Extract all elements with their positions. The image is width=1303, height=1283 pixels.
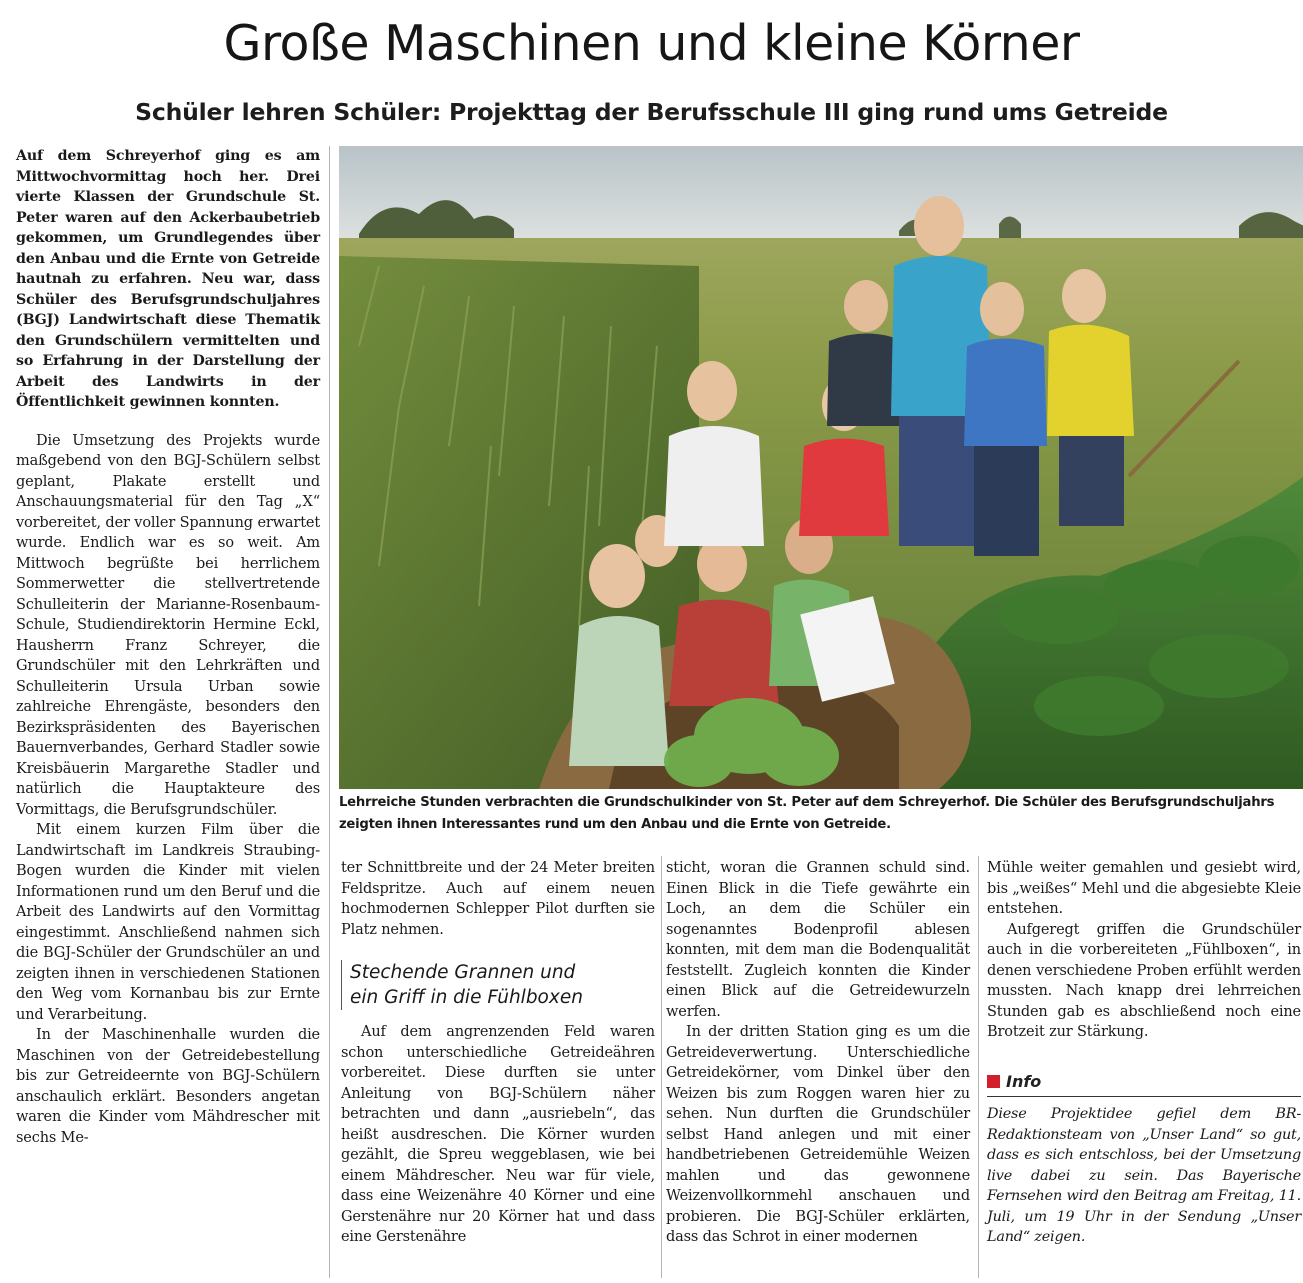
- column-divider: [329, 146, 330, 1278]
- subhead-line: ein Griff in die Fühlboxen: [350, 987, 583, 1008]
- article-column-1: [16, 146, 320, 1148]
- body-paragraph: In der dritten Station ging es um die Getreideverwertung. Unterschiedliche Getreidekörner, vom Dinkel über den Weizen bis zum Roggen waren hier zu sehen. Nun durften die Grundschüler selbst Hand anlegen und mit einer handbetriebenen Getreidemühle Weizen mahlen und das gewonnene Weizenvollkornmehl anschauen und probieren. Die BGJ-Schüler erklärten, dass das Schrot in einer modernen: [666, 1024, 970, 1245]
- column-divider: [661, 856, 662, 1278]
- article-column-3: [666, 858, 970, 1248]
- body-paragraph: Mühle weiter gemahlen und gesiebt wird, bis „weißes“ Mehl und die abgesiebte Kleie entstehen.: [987, 860, 1301, 917]
- photo-illustration: [339, 146, 1303, 789]
- info-box: [987, 1104, 1301, 1248]
- info-box-header: [987, 1068, 1301, 1097]
- info-text: Diese Projektidee gefiel dem BR-Redaktionsteam von „Unser Land“ so gut, dass es sich entschloss, bei der Umsetzung live dabei zu sein. Das Bayerische Fernsehen wird den Beitrag am Freitag, 11. Juli, um 19 Uhr in der Sendung „Unser Land“ zeigen.: [987, 1106, 1301, 1245]
- column-divider: [978, 856, 979, 1278]
- body-paragraph: Mit einem kurzen Film über die Landwirtschaft im Landkreis Straubing-Bogen wurden die Kinder mit vielen Informationen rund um den Beruf und die Arbeit des Landwirts auf den Vormittag eingestimmt. Anschließend nahmen sich die BGJ-Schüler der Grundschüler an und zeigten ihnen in verschiedenen Stationen den Weg vom Kornanbau bis zur Ernte und Verarbeitung.: [16, 822, 320, 1023]
- subheadline: Schüler lehren Schüler: Projekttag der Berufsschule III ging rund ums Getreide: [135, 98, 1168, 126]
- subhead-line: Stechende Grannen und: [350, 962, 576, 983]
- info-square-icon: [987, 1075, 1000, 1088]
- body-paragraph: sticht, woran die Grannen schuld sind. Einen Blick in die Tiefe gewährte ein Loch, an dem die Schüler ein sogenanntes Bodenprofil ablesen konnten, mit dem man die Bodenqualität feststellt. Zugleich konnten die Kinder einen Blick auf die Getreidewurzeln werfen.: [666, 860, 970, 1020]
- article-column-2: [341, 858, 655, 940]
- photo-caption: Lehrreiche Stunden verbrachten die Grundschulkinder von St. Peter auf dem Schreyerhof. Die Schüler des Berufsgrundschuljahrs zeigten ihnen Interessantes rund um den Anbau und die Ernte von Getreide.: [339, 795, 1275, 832]
- info-label: Info: [1006, 1072, 1042, 1091]
- headline: Große Maschinen und kleine Körner: [223, 15, 1080, 72]
- body-paragraph: In der Maschinenhalle wurden die Maschinen von der Getreidebestellung bis zur Getreideernte von BGJ-Schülern anschaulich erklärt. Besonders angetan waren die Kinder vom Mähdrescher mit sechs Me-: [16, 1027, 320, 1146]
- body-paragraph: Die Umsetzung des Projekts wurde maßgebend von den BGJ-Schülern selbst geplant, Plakate erstellt und Anschauungsmaterial für den Tag „X“ vorbereitet, der voller Spannung erwartet wurde. Endlich war es so weit. Am Mittwoch begrüßte bei herrlichem Sommerwetter die stellvertretende Schulleiterin der Marianne-Rosenbaum-Schule, Studiendirektorin Hermine Eckl, Hausherrn Franz Schreyer, die Grundschüler mit den Lehrkräften und Schulleiterin Ursula Urban sowie zahlreiche Ehrengäste, besonders den Bezirkspräsidenten des Bayerischen Bauernverbandes, Gerhard Stadler sowie Kreisbäuerin Margarethe Stadler und natürlich die Hauptakteure des Vormittags, die Berufsgrundschüler.: [16, 432, 320, 818]
- section-subhead: [341, 960, 662, 1010]
- lead-paragraph: Auf dem Schreyerhof ging es am Mittwochvormittag hoch her. Drei vierte Klassen der Grundschule St. Peter waren auf den Ackerbaubetrieb gekommen, um Grundlegendes über den Anbau und die Ernte von Getreide hautnah zu erfahren. Neu war, dass Schüler des Berufsgrundschuljahres (BGJ) Landwirtschaft diese Thematik den Grundschülern vermittelten und so Erfahrung in der Darstellung der Arbeit des Landwirts in der Öffentlichkeit gewinnen konnten.: [16, 148, 320, 410]
- article-photo: [339, 146, 1303, 789]
- body-paragraph: ter Schnittbreite und der 24 Meter breiten Feldspritze. Auch auf einem neuen hochmodernen Schlepper Pilot durften sie Platz nehmen.: [341, 860, 655, 938]
- article-column-4: [987, 858, 1301, 1043]
- body-paragraph: Aufgeregt griffen die Grundschüler auch in die vorbereiteten „Fühlboxen“, in denen verschiedene Proben erfühlt werden mussten. Nach knapp drei lehrreichen Stunden gab es abschließend noch eine Brotzeit zur Stärkung.: [987, 921, 1301, 1040]
- body-paragraph: Auf dem angrenzenden Feld waren schon unterschiedliche Getreideähren vorbereitet. Diese durften sie unter Anleitung von BGJ-Schülern näher betrachten und dann „ausriebeln“, das heißt ausdreschen. Die Körner wurden gezählt, die Spreu weggeblasen, wie bei einem Mähdrescher. Neu war für viele, dass eine Weizenähre 40 Körner und eine Gerstenähre nur 20 Körner hat und dass eine Gerstenähre: [341, 1024, 655, 1245]
- article-column-2-body: [341, 1022, 655, 1248]
